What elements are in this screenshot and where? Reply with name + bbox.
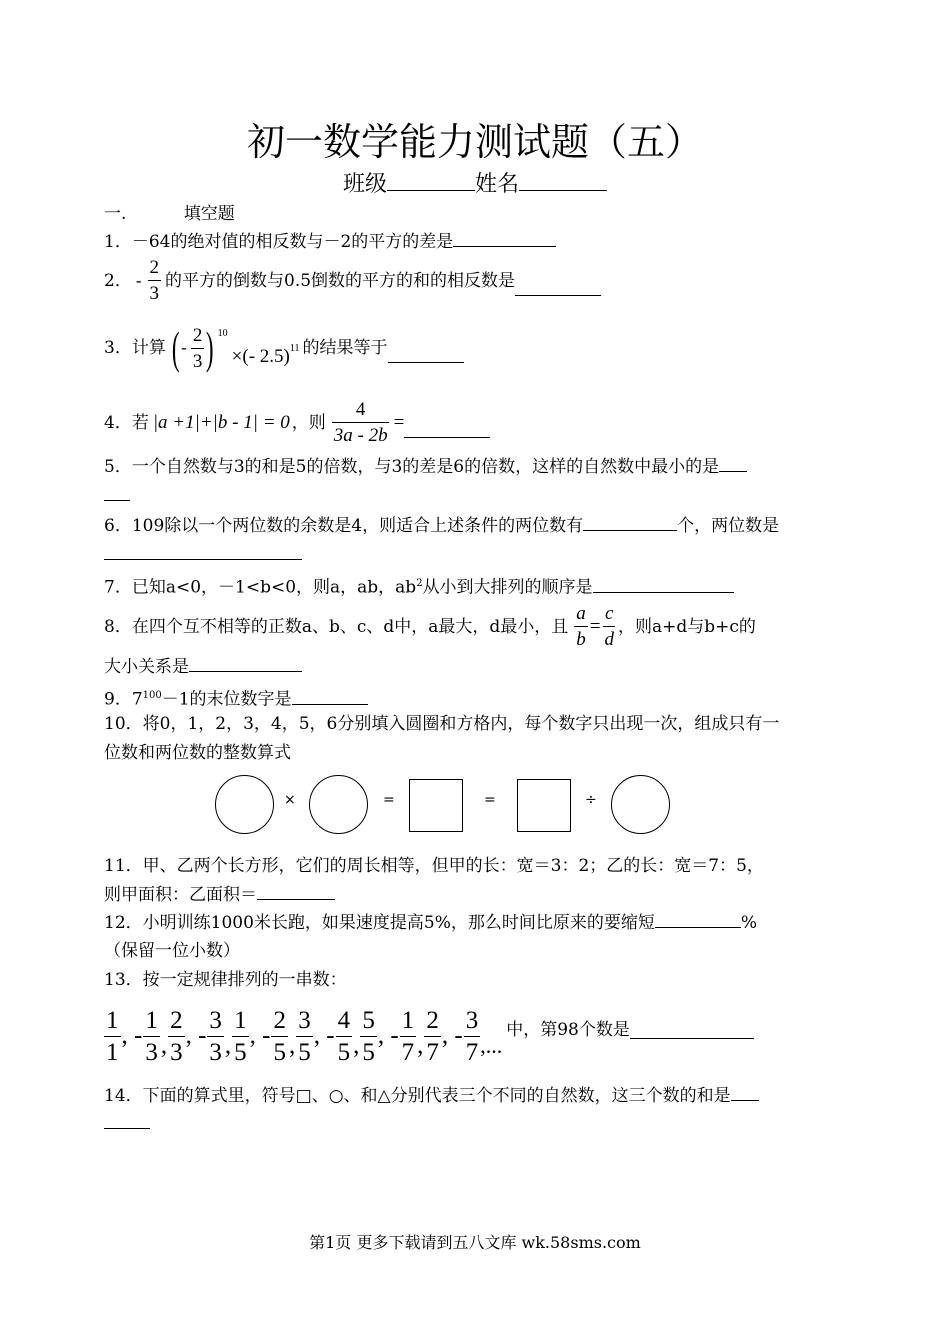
- q13-denominator: 5: [273, 1038, 286, 1066]
- page-title: 初一数学能力测试题（五）: [246, 120, 703, 164]
- q8-line2: 大小关系是: [104, 657, 189, 677]
- q13-fraction: [360, 1008, 377, 1065]
- question-9: [104, 685, 368, 711]
- q13-denominator: 5: [298, 1038, 311, 1066]
- q13-separator: ,: [288, 1032, 296, 1059]
- q8-answer-blank[interactable]: [189, 656, 302, 672]
- q9-text: 9．7: [104, 689, 143, 710]
- question-2: [104, 258, 601, 303]
- q10-equals-sign-1: =: [383, 792, 395, 808]
- q3-exponent-2: 11: [289, 343, 300, 354]
- question-14-cont: [104, 1113, 150, 1135]
- q3-times: ×: [231, 346, 243, 367]
- q10-square-1[interactable]: [409, 779, 463, 832]
- q7-answer-blank[interactable]: [593, 577, 734, 593]
- q2-fraction: [148, 258, 162, 303]
- name-blank[interactable]: [519, 175, 607, 191]
- q6-text-b: 个，两位数是: [677, 516, 780, 536]
- q13-fraction: [143, 1008, 160, 1065]
- q2-num: 2．: [104, 270, 132, 291]
- q4-answer-blank[interactable]: [404, 422, 490, 438]
- q7-text: 7．已知a<0，－1<b<0，则a，ab，ab: [104, 577, 417, 598]
- q4-fraction: [332, 400, 390, 445]
- page-footer: 第1页 更多下载请到五八文库 wk.58sms.com: [309, 1233, 641, 1252]
- q9-answer-blank[interactable]: [292, 689, 368, 705]
- q13-numerator: 1: [143, 1008, 160, 1037]
- q11-line2: 则甲面积：乙面积＝: [104, 885, 257, 905]
- q13-fraction: [296, 1008, 313, 1065]
- q5-answer-blank-b[interactable]: [104, 485, 130, 501]
- q10-circle-1[interactable]: [215, 775, 274, 834]
- q13-denominator: 3: [145, 1038, 158, 1066]
- q13-separator: ,: [417, 1032, 424, 1059]
- q3-answer-blank[interactable]: [388, 347, 464, 363]
- q3-fraction: [191, 326, 205, 371]
- q13-fraction: [336, 1008, 353, 1065]
- q9-superscript: 100: [142, 690, 162, 701]
- q13-text: 中，第98个数是: [506, 1020, 630, 1040]
- q8-equals: =: [589, 615, 601, 637]
- q13-numerator: 1: [104, 1008, 121, 1037]
- q12-answer-blank[interactable]: [655, 912, 741, 928]
- q13-denominator: 3: [209, 1038, 222, 1066]
- q8-numerator-c: c: [603, 604, 615, 627]
- q12-percent: %: [740, 913, 758, 933]
- question-11-cont: [104, 884, 335, 906]
- question-3: [104, 322, 464, 373]
- q8-fraction-ab: [574, 604, 588, 649]
- q13-fraction: [168, 1008, 185, 1065]
- question-12-cont: （保留一位小数）: [104, 941, 240, 961]
- q13-fraction: [271, 1008, 288, 1065]
- q13-separator: , -: [121, 1022, 143, 1049]
- q13-separator: , -: [313, 1022, 335, 1049]
- q14-answer-blank-a[interactable]: [731, 1085, 759, 1101]
- q4-equals: =: [393, 411, 405, 433]
- q3-num: 3．计算: [104, 338, 166, 358]
- q10-divide-sign: ÷: [585, 792, 597, 808]
- q13-fraction: [207, 1008, 224, 1065]
- q13-numerator: 2: [168, 1008, 185, 1037]
- question-5-cont: [104, 485, 130, 507]
- q4-expression: |a +1|+|b - 1| = 0: [152, 411, 290, 433]
- q8-text-b: ，则a+d与b+c的: [617, 616, 756, 637]
- q13-sequence-row: [104, 1003, 754, 1069]
- q13-denominator: 3: [170, 1038, 183, 1066]
- question-13: 13．按一定规律排列的一串数：: [104, 970, 347, 990]
- q8-numerator-a: a: [574, 604, 588, 627]
- q6-text: 6．109除以一个两位数的余数是4，则适合上述条件的两位数有: [104, 516, 584, 536]
- q2-text: 的平方的倒数与0.5倒数的平方的和的相反数是: [165, 270, 516, 291]
- q5-answer-blank-a[interactable]: [719, 456, 747, 472]
- class-blank[interactable]: [387, 175, 475, 191]
- q3-base: (- 2.5): [242, 346, 290, 367]
- q13-separator: ,: [224, 1032, 232, 1059]
- q3-minus: -: [181, 338, 187, 357]
- q8-denominator-b: b: [576, 629, 586, 650]
- q13-numerator: 3: [464, 1008, 481, 1037]
- question-5: [104, 456, 747, 478]
- q4-numerator: 4: [332, 400, 390, 423]
- q2-sign: -: [135, 270, 142, 290]
- q14-text: 14．下面的算式里，符号□、○、和△分别代表三个不同的自然数，这三个数的和是: [104, 1086, 731, 1106]
- q11-answer-blank[interactable]: [257, 884, 335, 900]
- q13-fraction: [464, 1008, 481, 1065]
- question-8: [104, 604, 756, 649]
- question-8-cont: [104, 656, 302, 678]
- question-6: [104, 515, 779, 537]
- q13-separator: ,: [160, 1032, 168, 1059]
- q5-text: 5．一个自然数与3的和是5的倍数，与3的差是6的倍数，这样的自然数中最小的是: [104, 457, 720, 477]
- question-12: [104, 912, 757, 934]
- q13-fraction: [232, 1008, 249, 1065]
- q13-numerator: 2: [424, 1008, 441, 1037]
- q13-denominator: 7: [465, 1038, 479, 1066]
- q7-superscript: 2: [416, 578, 423, 589]
- q13-separator: , -: [185, 1022, 207, 1049]
- q13-numerator: 1: [232, 1008, 249, 1037]
- question-14: [104, 1085, 759, 1107]
- q4-denominator: 3a - 2b: [333, 425, 388, 446]
- q13-denominator: 7: [426, 1038, 439, 1066]
- q13-denominator: 5: [234, 1038, 247, 1066]
- q2-answer-blank[interactable]: [515, 280, 601, 296]
- q10-circle-2[interactable]: [309, 775, 368, 834]
- q3-numerator: 2: [191, 326, 205, 349]
- q7-text-b: 从小到大排列的顺序是: [422, 577, 593, 598]
- q13-numerator: 1: [400, 1008, 417, 1037]
- q12-text: 12．小明训练1000米长跑，如果速度提高5%，那么时间比原来的要缩短: [104, 913, 655, 933]
- q4-comma: ，则: [291, 412, 326, 433]
- question-7: [104, 573, 734, 599]
- q13-ellipsis: ,...: [480, 1033, 503, 1058]
- section-number: 一.: [104, 204, 127, 224]
- class-name-line: [0, 170, 950, 200]
- q10-equals-sign-2: =: [484, 792, 496, 808]
- q13-denominator: 1: [106, 1038, 119, 1066]
- q2-numerator: 2: [148, 258, 162, 281]
- q13-fraction: [424, 1008, 441, 1065]
- q13-denominator: 5: [337, 1038, 351, 1066]
- q3-exponent-1: 10: [217, 328, 228, 339]
- q6-count-blank[interactable]: [583, 515, 677, 531]
- name-label: 姓名: [475, 172, 520, 197]
- q13-separator: , -: [249, 1022, 271, 1049]
- q13-answer-blank[interactable]: [630, 1023, 754, 1039]
- q3-left-paren: (: [171, 322, 180, 373]
- q13-numerator: 4: [336, 1008, 353, 1037]
- q9-text-b: －1的末位数字是: [161, 689, 292, 710]
- section-title: 填空题: [183, 204, 235, 224]
- q13-numerator: 3: [296, 1008, 313, 1037]
- q14-answer-blank-b[interactable]: [104, 1113, 150, 1129]
- q13-separator: ,: [353, 1032, 360, 1059]
- q8-denominator-d: d: [604, 629, 614, 650]
- q8-text: 8．在四个互不相等的正数a、b、c、d中，a最大，d最小，且: [104, 616, 569, 637]
- q13-numerator: 2: [271, 1008, 288, 1037]
- q13-fraction: [104, 1008, 121, 1065]
- question-10-cont: 位数和两位数的整数算式: [104, 743, 291, 763]
- q13-numerator: 3: [207, 1008, 224, 1037]
- question-6-cont: [104, 544, 302, 566]
- section-heading: [104, 203, 235, 225]
- q3-denominator: 3: [192, 350, 203, 372]
- q13-denominator: 5: [362, 1038, 375, 1066]
- q4-num: 4．若: [104, 412, 149, 433]
- class-label: 班级: [342, 172, 387, 197]
- question-11: 11．甲、乙两个长方形，它们的周长相等，但甲的长：宽＝3：2；乙的长：宽＝7：5，: [104, 856, 764, 876]
- q10-times-sign: ×: [284, 792, 296, 808]
- question-4: [104, 400, 490, 445]
- q13-numerator: 5: [360, 1008, 377, 1037]
- q13-denominator: 7: [401, 1038, 415, 1066]
- q13-separator: , -: [377, 1022, 399, 1049]
- q3-text: 的结果等于: [302, 338, 388, 358]
- q1-text: 1．－64的绝对值的相反数与－2的平方的差是: [104, 232, 454, 252]
- question-1: [104, 231, 556, 253]
- q3-right-paren: ): [206, 322, 214, 373]
- q2-denominator: 3: [149, 283, 159, 304]
- q1-answer-blank[interactable]: [453, 231, 556, 247]
- q10-square-2[interactable]: [517, 779, 571, 832]
- q6-number-blank[interactable]: [104, 544, 302, 560]
- q13-fraction: [400, 1008, 417, 1065]
- q8-fraction-cd: [602, 604, 616, 649]
- q13-separator: , -: [441, 1022, 463, 1049]
- question-10: 10．将0，1，2，3，4，5，6分别填入圆圈和方格内，每个数字只出现一次，组成只有一: [104, 714, 780, 734]
- q13-sequence: [104, 1008, 480, 1065]
- q10-circle-3[interactable]: [611, 775, 670, 834]
